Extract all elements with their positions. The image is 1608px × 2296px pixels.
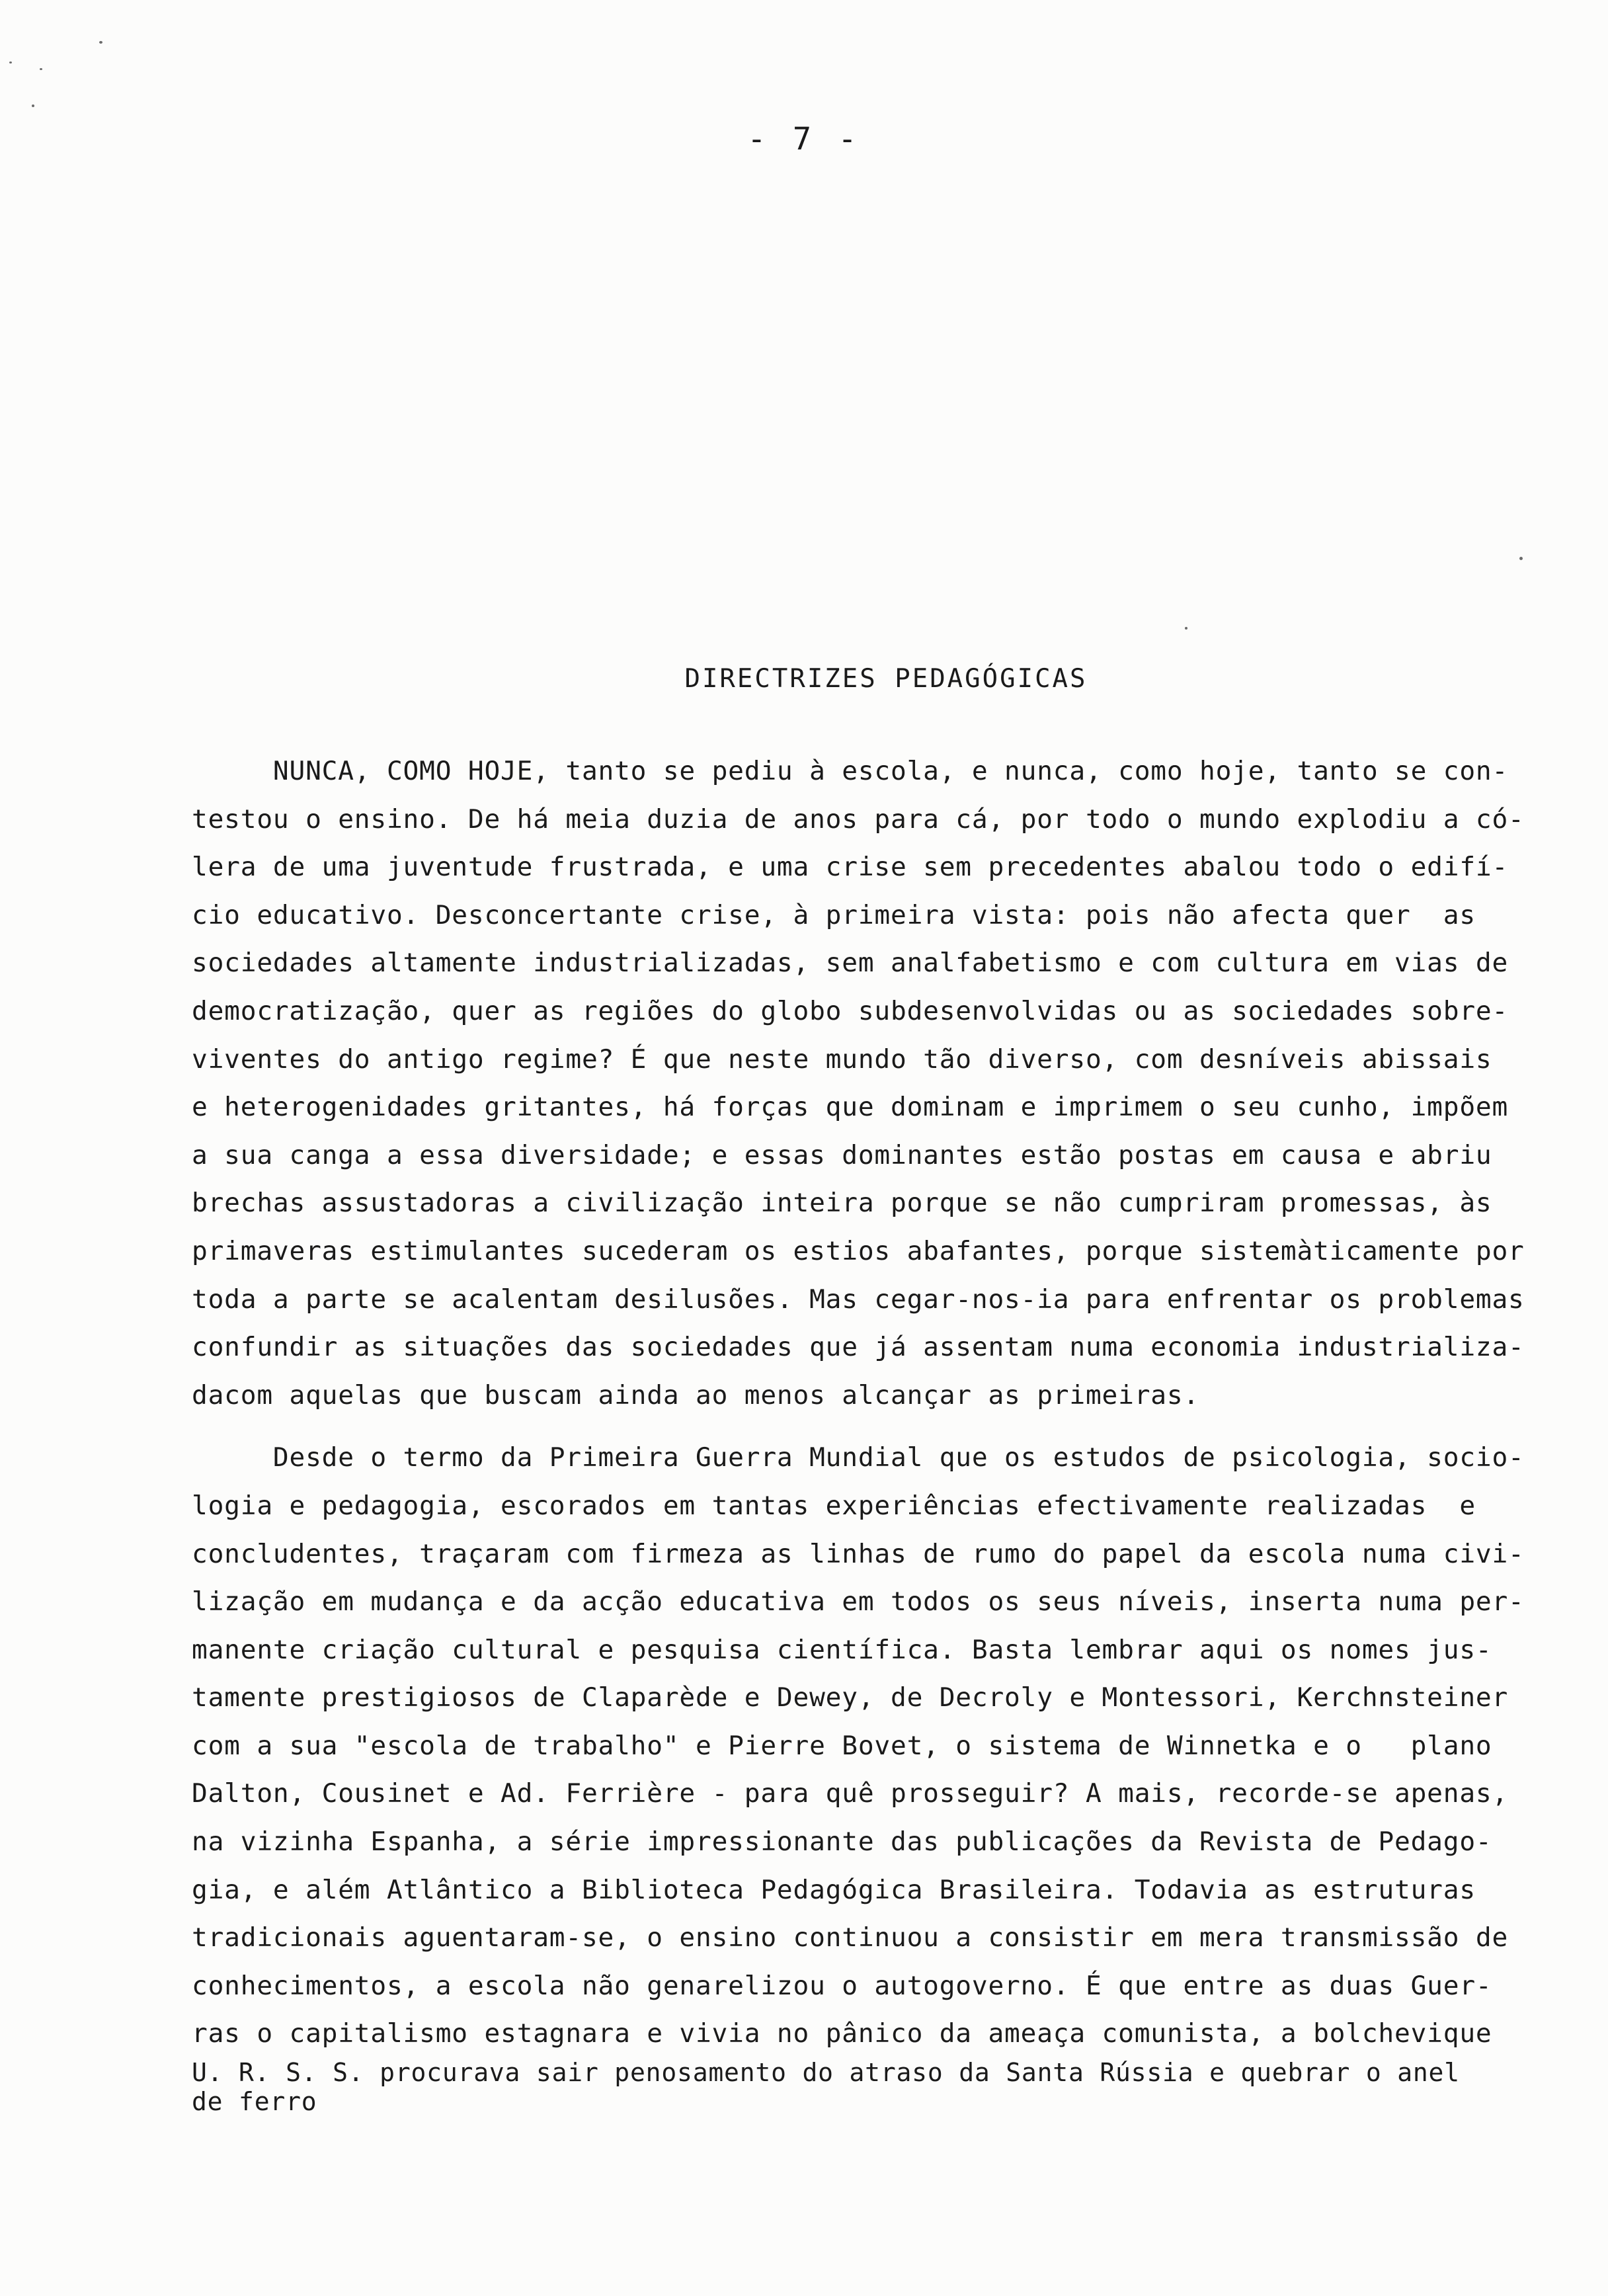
text-line: dacom aquelas que buscam ainda ao menos alcançar as primeiras. (192, 1379, 1200, 1411)
text-line: tradicionais aguentaram-se, o ensino continuou a consistir em mera transmissão de (192, 1922, 1509, 1953)
document-title: DIRECTRIZES PEDAGÓGICAS (684, 664, 1088, 694)
text-line: na vizinha Espanha, a série impressionante das publicações da Revista de Pedago- (192, 1826, 1492, 1858)
paragraph (192, 747, 1567, 1419)
text-line: gia, e além Atlântico a Biblioteca Pedagógica Brasileira. Todavia as estruturas (192, 1874, 1476, 1905)
scan-speck (40, 68, 42, 70)
scan-speck (1185, 627, 1187, 630)
text-line: brechas assustadoras a civilização inteira porque se não cumpriram promessas, às (192, 1188, 1492, 1219)
text-line: ras o capitalismo estagnara e vivia no pânico da ameaça comunista, a bolchevique (192, 2018, 1492, 2049)
scan-speck (32, 104, 34, 107)
text-line: toda a parte se acalentam desilusões. Mas cegar-nos-ia para enfrentar os problemas (192, 1284, 1525, 1315)
text-line: primaveras estimulantes sucederam os estios abafantes, porque sistemàticamente por (192, 1235, 1525, 1266)
document-body (192, 747, 1567, 2116)
paragraph-spacer (192, 1419, 1567, 1434)
text-line: concludentes, traçaram com firmeza as linhas de rumo do papel da escola numa civi- (192, 1538, 1525, 1569)
scan-speck (1519, 557, 1523, 560)
page-number: - 7 - (747, 121, 861, 157)
scan-speck (9, 62, 12, 63)
text-line: U. R. S. S. procurava sair penosamento do atraso da Santa Rússia e quebrar o anel (192, 2058, 1460, 2088)
text-line: lera de uma juventude frustrada, e uma crise sem precedentes abalou todo o edifí- (192, 852, 1509, 883)
text-line: viventes do antigo regime? É que neste mundo tão diverso, com desníveis abissais (192, 1044, 1492, 1075)
text-line: NUNCA, COMO HOJE, tanto se pediu à escola, e nunca, como hoje, tanto se con- (192, 756, 1509, 786)
text-line: lização em mudança e da acção educativa em todos os seus níveis, inserta numa per- (192, 1586, 1525, 1618)
text-line: Desde o termo da Primeira Guerra Mundial que os estudos de psicologia, socio- (192, 1442, 1525, 1473)
text-line: Dalton, Cousinet e Ad. Ferrière - para quê prosseguir? A mais, recorde-se apenas, (192, 1778, 1509, 1809)
text-line: democratização, quer as regiões do globo subdesenvolvidas ou as sociedades sobre- (192, 995, 1509, 1026)
text-line: manente criação cultural e pesquisa científica. Basta lembrar aqui os nomes jus- (192, 1634, 1492, 1665)
text-line: sociedades altamente industrializadas, sem analfabetismo e com cultura em vias de (192, 948, 1509, 979)
text-line: e heterogenidades gritantes, há forças que dominam e imprimem o seu cunho, impõem (192, 1092, 1509, 1123)
text-line: conhecimentos, a escola não genarelizou o autogoverno. É que entre as duas Guer- (192, 1970, 1492, 2001)
text-line: testou o ensino. De há meia duzia de anos para cá, por todo o mundo explodiu a có- (192, 803, 1525, 835)
text-line: de ferro (192, 2087, 317, 2117)
text-line: cio educativo. Desconcertante crise, à primeira vista: pois não afecta quer as (192, 899, 1476, 930)
scan-speck (99, 41, 102, 44)
paragraph (192, 1434, 1567, 2116)
text-line: tamente prestigiosos de Claparède e Dewey, de Decroly e Montessori, Kerchnsteiner (192, 1682, 1509, 1713)
text-line: confundir as situações das sociedades que já assentam numa economia industrializa- (192, 1332, 1525, 1363)
text-line: com a sua "escola de trabalho" e Pierre Bovet, o sistema de Winnetka e o plano (192, 1730, 1492, 1761)
text-line: logia e pedagogia, escorados em tantas experiências efectivamente realizadas e (192, 1490, 1476, 1521)
text-line: a sua canga a essa diversidade; e essas dominantes estão postas em causa e abriu (192, 1139, 1492, 1170)
